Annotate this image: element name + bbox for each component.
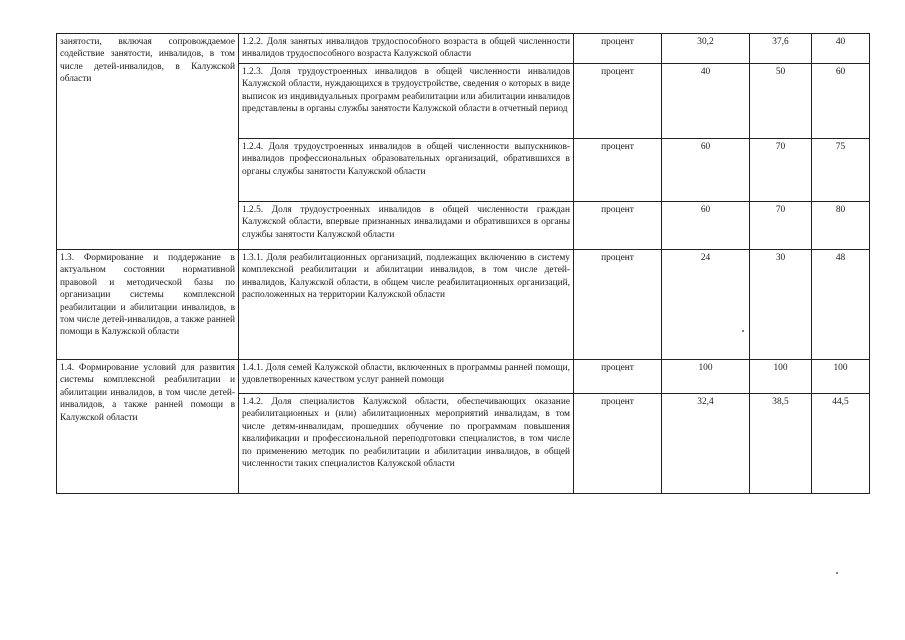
scan-speck [836,572,838,574]
value-cell-3: 60 [812,64,870,139]
indicator-cell: 1.3.1. Доля реабилитационных организаций, подлежащих включению в систему комплексной реабилитации и абилитации инвалидов, в том числе детей-инвалидов, Калужской области, в общем числе реабилитационных организаций, расположенных на территории Калужской области [239,250,574,360]
indicator-cell: 1.2.2. Доля занятых инвалидов трудоспособного возраста в общей численности инвалидов трудоспособного возраста Калужской области [239,34,574,64]
value-cell-2: 38,5 [750,394,812,494]
unit-cell: процент [574,360,662,394]
unit-cell: процент [574,64,662,139]
indicator-cell: 1.2.5. Доля трудоустроенных инвалидов в общей численности граждан Калужской области, впервые признанных инвалидами и обратившихся в органы службы занятости Калужской области [239,202,574,250]
unit-cell: процент [574,250,662,360]
value-cell-1: 30,2 [662,34,750,64]
value-cell-3: 48 [812,250,870,360]
value-cell-2: 100 [750,360,812,394]
indicators-table [56,33,870,494]
indicator-cell: 1.4.1. Доля семей Калужской области, включенных в программы ранней помощи, удовлетворенных качеством услуг ранней помощи [239,360,574,394]
value-cell-2: 70 [750,202,812,250]
value-cell-2: 37,6 [750,34,812,64]
table-row [57,360,870,394]
goal-cell: 1.4. Формирование условий для развития системы комплексной реабилитации и абилитации инвалидов, в том числе детей-инвалидов, а также ранней помощи в Калужской области [57,360,239,494]
value-cell-1: 100 [662,360,750,394]
unit-cell: процент [574,202,662,250]
indicator-cell: 1.2.4. Доля трудоустроенных инвалидов в общей численности выпускников-инвалидов профессиональных образовательных организаций, обратившихся в органы службы занятости Калужской области [239,139,574,202]
unit-cell: процент [574,34,662,64]
value-cell-3: 40 [812,34,870,64]
indicator-cell: 1.4.2. Доля специалистов Калужской области, обеспечивающих оказание реабилитационных и (или) абилитационных мероприятий инвалидам, в том числе детям-инвалидам, прошедших обучение по программам повышения квалификации и профессиональной переподготовки специалистов, в том числе по применению методик по реабилитации и абилитации инвалидов, в общей численности таких специалистов Калужской области [239,394,574,494]
value-cell-1: 24 [662,250,750,360]
indicator-cell: 1.2.3. Доля трудоустроенных инвалидов в общей численности инвалидов Калужской области, нуждающихся в трудоустройстве, сведения о которых в виде выписок из индивидуальных программ реабилитации или абилитации инвалидов представлены в органы службы занятости Калужской области в отчетный период [239,64,574,139]
value-cell-1: 60 [662,202,750,250]
value-cell-1: 60 [662,139,750,202]
scan-speck [742,330,744,332]
goal-cell: занятости, включая сопровождаемое содействие занятости, инвалидов, в том числе детей-инвалидов, в Калужской области [57,34,239,250]
unit-cell: процент [574,394,662,494]
value-cell-3: 44,5 [812,394,870,494]
value-cell-2: 50 [750,64,812,139]
value-cell-1: 40 [662,64,750,139]
value-cell-3: 80 [812,202,870,250]
goal-cell: 1.3. Формирование и поддержание в актуальном состоянии нормативной правовой и методической базы по организации системы комплексной реабилитации и абилитации инвалидов, в том числе детей-инвалидов, а также ранней помощи в Калужской области [57,250,239,360]
value-cell-3: 75 [812,139,870,202]
value-cell-3: 100 [812,360,870,394]
table-row [57,250,870,360]
value-cell-2: 30 [750,250,812,360]
value-cell-1: 32,4 [662,394,750,494]
unit-cell: процент [574,139,662,202]
value-cell-2: 70 [750,139,812,202]
table-row [57,34,870,64]
